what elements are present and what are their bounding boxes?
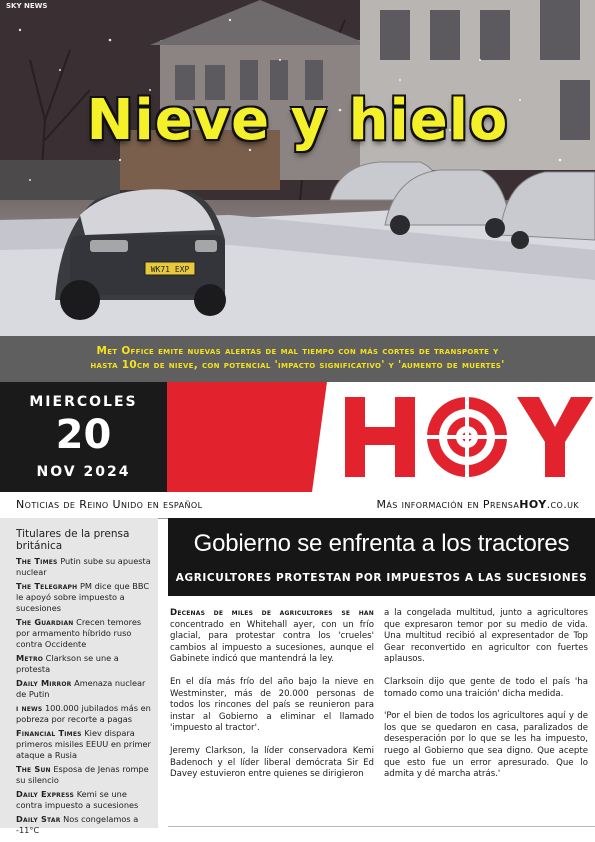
article-text: concentrado en Whitehall ayer, con un frío glacial, para protestar contra los 'crueles' cambios al impuesto a sucesiones, aunque el Gabinete indicó que mantendrá la ley.	[170, 619, 374, 665]
article-column-1	[170, 608, 374, 792]
headline-item	[16, 653, 152, 675]
publication-name: The Sun	[16, 764, 51, 774]
website-brand: HOY	[519, 498, 547, 511]
sidebar-title: Titulares de la prensa británica	[16, 528, 130, 552]
hoy-logo	[167, 382, 595, 492]
headline-text: Amenaza nuclear de Putin	[16, 678, 146, 699]
masthead-logo	[167, 382, 595, 492]
article-paragraph: a la congelada multitud, junto a agricultores que expresaron temor por su medio de vida. Una multitud recibió al expresentador de Top Gear reconvertido en agricultor con fuertes aplausos.	[384, 608, 588, 665]
photo-source-tag: SKY NEWS	[6, 2, 48, 10]
website-prefix: Más información en Prensa	[376, 498, 520, 511]
headline-item	[16, 556, 152, 578]
article-paragraph: Jeremy Clarkson, la líder conservadora Kemi Badenoch y el líder liberal demócrata Sir Ed Davey estuvieron entre quienes se dirigieron	[170, 745, 374, 780]
headline-item	[16, 789, 152, 811]
headline-item	[16, 678, 152, 700]
headline-item	[16, 617, 152, 650]
headline-text: 100.000 jubilados más en pobreza por recorte a pagas	[16, 703, 151, 724]
headline-text: Crecen temores por armamento híbrido ruso contra Occidente	[16, 617, 142, 649]
press-headlines-sidebar	[0, 518, 158, 835]
article-paragraph: Clarksoin dijo que gente de todo el país 'ha tomado como una traición' dicha medida.	[384, 676, 588, 699]
publication-name: Daily Star	[16, 814, 61, 824]
headline-text: Nos congelamos a -11°C	[16, 814, 139, 835]
headline-text: PM dice que BBC le apoyó sobre impuesto a sucesiones	[16, 581, 150, 613]
bottom-divider	[168, 826, 595, 827]
publication-name: Metro	[16, 653, 44, 663]
headline-deck	[0, 336, 595, 382]
publication-name: Daily Mirror	[16, 678, 72, 688]
hero-photo	[0, 0, 595, 382]
headline-item	[16, 728, 152, 761]
headline-text: Clarkson se une a protesta	[16, 653, 119, 674]
article-header	[168, 518, 595, 596]
publication-name: Daily Express	[16, 789, 75, 799]
main-headline: Nieve y hielo	[86, 88, 509, 153]
headline-item	[16, 764, 152, 786]
article-paragraph: En el día más frío del año bajo la nieve en Westminster, más de 20.000 personas de todos los rincones del país se reunieron para instar al Gobierno a eliminar el llamado 'impuesto al tractor'.	[170, 676, 374, 734]
article-title: Gobierno se enfrenta a los tractores	[193, 530, 570, 557]
deck-line-2: hasta 10cm de nieve, con potencial 'impacto significativo' y 'aumento de muertes'	[90, 359, 505, 371]
publication-name: i news	[16, 703, 43, 713]
tagline-left: Noticias de Reino Unido en español	[16, 498, 203, 511]
article-column-2	[384, 608, 588, 792]
deck-line-1: Met Office emite nuevas alertas de mal tiempo con más cortes de transporte y	[96, 345, 499, 357]
headline-text: Putin sube su apuesta nuclear	[16, 556, 151, 577]
headline-item	[16, 703, 152, 725]
article-paragraph: 'Por el bien de todos los agricultores aquí y de los que se quedaron en casa, paralizados de desesperación por lo que se les ha impuesto, ruego al Gobierno que sea digno. Que acepte que esto fue un error apresurado. Que lo admita y dé marcha atrás.'	[384, 711, 588, 780]
headline-item	[16, 814, 152, 836]
headline-item	[16, 581, 152, 614]
publication-name: Financial Times	[16, 728, 82, 738]
license-plate: WK71 EXP	[150, 265, 190, 274]
month-year: NOV 2024	[36, 464, 131, 480]
publication-name: The Telegraph	[16, 581, 78, 591]
headline-text: Kemi se une contra impuesto a sucesiones	[16, 789, 139, 810]
headline-text: Kiev dispara primeros misiles EEUU en primer ataque a Rusia	[16, 728, 151, 760]
tagline-bar	[0, 492, 595, 519]
website-link[interactable]	[377, 498, 580, 511]
day-number: 20	[55, 412, 112, 458]
article-subtitle: AGRICULTORES PROTESTAN POR IMPUESTOS A LAS SUCESIONES	[175, 572, 588, 584]
publication-name: The Times	[16, 556, 58, 566]
date-block	[0, 382, 167, 492]
website-suffix: .co.uk	[546, 498, 579, 511]
publication-name: The Guardian	[16, 617, 74, 627]
headline-text: Esposa de Jenas rompe su silencio	[16, 764, 149, 785]
snow-street-image	[0, 0, 595, 382]
article-paragraph	[170, 608, 374, 666]
weekday: MIERCOLES	[29, 394, 138, 410]
article-lead: Decenas de miles de agricultores se han	[170, 608, 374, 618]
